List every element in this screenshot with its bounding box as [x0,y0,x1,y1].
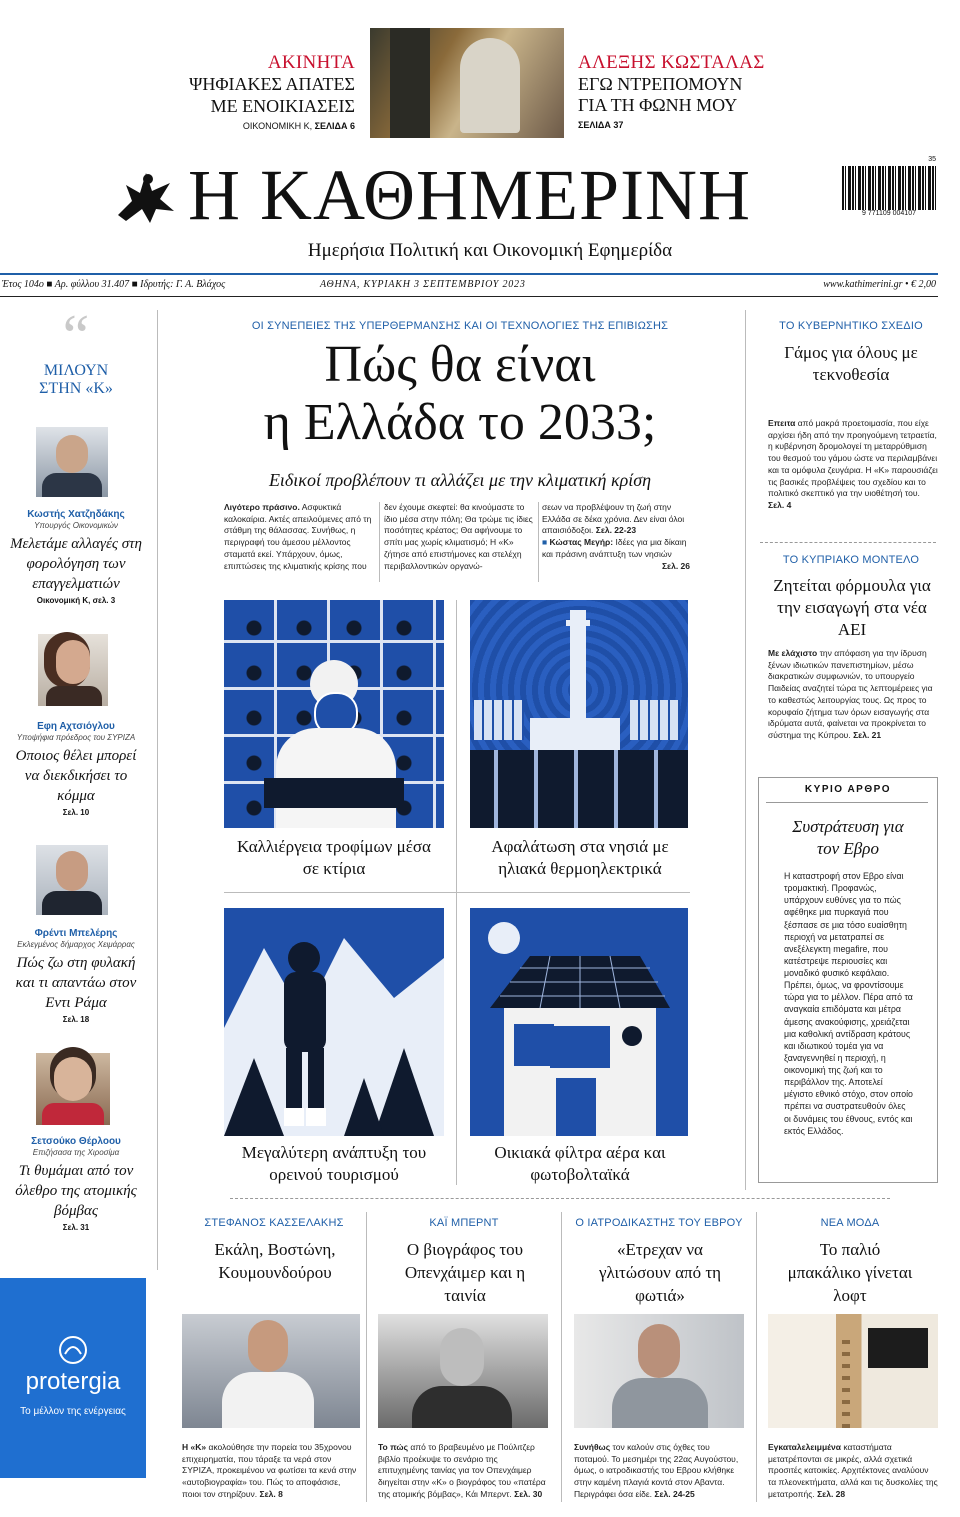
illustration-home-solar [470,908,688,1136]
story1-body: Επειτα από μακρά προετοιμασία, που είχε αρχίσει ήδη από την προηγούμενη τετραετία, η κυβέρνηση δρομολογεί τη μεταρρύθμιση του θεσμού του γάμου ώστε να περιλαμβάνει και τα ομόφυλα ζευγάρια. Η «Κ» παρουσιάζει τις βασικές προβλέψεις του σχεδίου και το πολιτικό σκεπτικό για την υιοθέτησή του. Σελ. 4 [768,418,938,511]
sidebar-item-ref: Σελ. 10 [62,808,90,818]
col-divider [538,502,539,582]
sidebar-item-ref: Σελ. 31 [62,1223,90,1233]
illus-hdivider [224,892,690,893]
main-kicker: ΟΙ ΣΥΝΕΠΕΙΕΣ ΤΗΣ ΥΠΕΡΘΕΡΜΑΝΣΗΣ ΚΑΙ ΟΙ ΤΕΧΝΟΛΟΓΙΕΣ ΤΗΣ ΕΠΙΒΙΩΣΗΣ [251,320,669,332]
bottom-col-divider [561,1212,562,1502]
illustration-vertical-farm [224,600,444,828]
main-col-3: σεων να προβλέψουν τη ζωή στην Ελλάδα σε δέκα χρόνια. Δεν είναι όλοι απαισιόδοξοι. Σελ. 22-23 ■ Κώστας Μεγήρ: Ιδέες για μια δίκαιη και πράσινη ανάπτυξη των νησιών Σελ. 26 [542,502,690,571]
barcode [842,156,936,222]
editorial-rule [766,802,928,803]
teaser-right[interactable] [578,52,778,130]
sidebar-item[interactable] [0,509,152,606]
teaser-right-ref: ΣΕΛΙΔΑ 37 [578,120,624,130]
editorial-kicker: ΚΥΡΙΟ ΑΡΘΡΟ [804,784,892,795]
masthead-subtitle: Ημερήσια Πολιτική και Οικονομική Εφημερίδα [307,240,673,261]
dateline-rule-bottom [0,296,938,297]
bottom-body: Εγκαταλελειμμένα καταστήματα μετατρέπονται σε μικρές, αλλά σχετικά προσιτές κατοικίες. Αρχιτέκτονες αναλύουν τα πλεονεκτήματα, αλλά και τις δυσκολίες της μετατροπής. Σελ. 28 [768,1442,938,1499]
main-headline-line1: Πώς θα είναι [324,336,596,393]
caption: Αφαλάτωση στα νησιά με ηλιακά θερμοηλεκτρικά [491,837,669,878]
sidebar-item-quote: Πώς ζω στη φυλακή και τι απαντάω στον Εντι Ράμα [15,955,137,1012]
sidebar-header-line2: ΣΤΗΝ «Κ» [39,380,113,397]
story2-kicker: ΤΟ ΚΥΠΡΙΑΚΟ ΜΟΝΤΕΛΟ [782,554,920,566]
main-headline-line2: η Ελλάδα το 2033; [263,394,657,451]
sidebar-item-quote: Μελετάμε αλλαγές στη φορολόγηση των επαγγελματιών [10,536,142,593]
sidebar-item-role: Επιζήσασα της Χιροσίμα [32,1147,120,1157]
sidebar-item-ref: Σελ. 18 [62,1015,90,1025]
right-divider [760,542,936,543]
sidebar-divider [157,310,158,1270]
sidebar-item-role: Υποψήφια πρόεδρος του ΣΥΡΙΖΑ [16,732,136,742]
col-divider [379,502,380,582]
bottom-body: Συνήθως τον καλούν στις όχθες του ποταμού. Το μεσημέρι της 22ας Αυγούστου, όμως, ο ιατροδικαστής του Εβρου κλήθηκε στην καμένη πλαγιά κοντά στον Αβαντα. Περιγράφει όσα είδε. Σελ. 24-25 [574,1442,739,1499]
barcode-number: 9 771109 004107 [862,210,916,217]
teaser-right-title1: ΕΓΩ ΝΤΡΕΠΟΜΟΥΝ [578,74,743,94]
illustration-solar-desalination [470,600,688,828]
barcode-issue: 35 [928,156,936,163]
main-headline[interactable] [205,336,715,452]
avatar [36,845,108,915]
editorial-body: Η καταστροφή στον Εβρο είναι τρομακτική. Προφανώς, υπάρχουν ευθύνες για το πώς αφέθηκε μια πυρκαγιά που ξέσπασε σε μια τόσο ευαίσθητη περιοχή να μετατραπεί σε ανεξέλεγκτη megafire, που κατέστρεψε περιουσίες και μοναδικό φυσικό κεφάλαιο. Πρέπει, όμως, να φροντίσουμε τώρα για το μέλλον. Πέρα από τα αναγκαία επιδόματα και μέτρα άμεσης ανακούφισης, χρειάζεται μια καθολική αντίδραση κράτους και ιδιωτικού τομέα για να ξαναγεννηθεί η περιοχή, η οικονομική της ζωή και το περιβάλλον της. Αποτελεί μέγιστο εθνικό στόχο, στον οποίο πρέπει να συστρατευθούν όλες οι δυνάμεις του έθνους, εντός και εκτός Ελλάδος. [784,871,913,1136]
bottom-photo [378,1314,548,1428]
dateline-center: ΑΘΗΝΑ, ΚΥΡΙΑΚΗ 3 ΣΕΠΤΕΜΒΡΙΟΥ 2023 [320,279,526,290]
dateline-left: Έτος 104ο ■ Αρ. φύλλου 31.407 ■ Ιδρυτής: Γ. Α. Βλάχος [2,279,226,290]
sidebar-item-name: Σετσούκο Θέρλοου [31,1136,121,1147]
sidebar-item-ref: Οικονομική Κ, σελ. 3 [36,596,116,606]
bottom-kicker: ΝΕΑ ΜΟΔΑ [820,1217,880,1229]
story2-title[interactable]: Ζητείται φόρμουλα για την εισαγωγή στα νέα ΑΕΙ [773,576,931,639]
bottom-col-divider [756,1212,757,1502]
sidebar-item[interactable] [0,721,152,818]
dateline-right[interactable]: www.kathimerini.gr • € 2,00 [823,279,936,290]
main-col-2: δεν έχουμε σκεφτεί: θα κινούμαστε το ίδιο μέσα στην πόλη; Θα τρώμε τις ίδιες ποσότητες κρέατος; Θα αφήνουμε το σπίτι μας χωρίς κλιματισμό; Η «Κ» ζήτησε από επιστήμονες και στελέχη περιβαλλοντικών οργανώ- [384,502,533,571]
griffin-logo-icon [112,165,180,227]
sidebar-header-line1: ΜΙΛΟΥΝ [43,362,109,379]
sidebar-item-name: Κωστής Χατζηδάκης [27,509,125,520]
teaser-left-title2: ΜΕ ΕΝΟΙΚΙΑΣΕΙΣ [210,95,355,116]
dateline [0,279,938,293]
bottom-photo [768,1314,938,1428]
bottom-title[interactable]: «Ετρεχαν να γλιτώσουν από τη φωτιά» [598,1240,722,1305]
sidebar-item-role: Υπουργός Οικονομικών [34,520,118,530]
sidebar-item-role: Εκλεγμένος δήμαρχος Χειμάρρας [17,939,135,949]
main-col-1: Λιγότερο πράσινο. Ασφυκτικά καλοκαίρια. Ακτές απειλούμενες από τη στάθμη της θάλασσας. Συνήθως, η περιγραφή του άμεσου μέλλοντος σταματά εκεί. Υπάρχουν, όμως, επιπτώσεις της κλιματικής κρίσης που [224,502,372,571]
masthead-title: Η ΚΑΘΗΜΕΡΙΝΗ [188,155,752,235]
teaser-left-title1: ΨΗΦΙΑΚΕΣ ΑΠΑΤΕΣ [189,74,355,95]
sidebar-item[interactable] [0,928,152,1025]
bottom-title[interactable]: Το παλιό μπακάλικο γίνεται λοφτ [787,1240,913,1305]
bottom-photo [574,1314,744,1428]
ad-brand: protergia [25,1368,121,1395]
sidebar-item-quote: Οποιος θέλει μπορεί να διεκδικήσει το κόμμα [15,748,137,805]
teaser-left-ref: ΟΙΚΟΝΟΜΙΚΗ Κ, ΣΕΛΙΔΑ 6 [242,120,355,131]
barcode-bars [842,166,936,210]
bottom-col-divider [366,1212,367,1502]
bottom-body: Η «Κ» ακολούθησε την πορεία του 35χρονου επιχειρηματία, που τάραξε τα νερά στον ΣΥΡΙΖΑ, προκειμένου να φωτίσει τα κενά στην «αυτοβιογραφία» του. Πώς το αποφάσισε, ποιοι τον στηρίζουν. Σελ. 8 [182,1442,357,1499]
protergia-logo-icon [57,1336,89,1364]
avatar [38,634,108,706]
caption: Οικιακά φίλτρα αέρα και φωτοβολταϊκά [494,1143,666,1184]
avatar [36,1053,110,1125]
illustration-mountain-tourism [224,908,444,1136]
main-right-divider [745,310,746,1190]
bottom-kicker: ΣΤΕΦΑΝΟΣ ΚΑΣΣΕΛΑΚΗΣ [204,1217,344,1229]
main-deck: Ειδικοί προβλέπουν τι αλλάζει με την κλιματική κρίση [268,470,652,490]
story1-kicker: ΤΟ ΚΥΒΕΡΝΗΤΙΚΟ ΣΧΕΔΙΟ [779,320,923,332]
bottom-kicker: Ο ΙΑΤΡΟΔΙΚΑΣΤΗΣ ΤΟΥ ΕΒΡΟΥ [575,1217,743,1229]
ad-tagline: Το μέλλον της ενέργειας [20,1406,126,1417]
dateline-rule-top [0,273,938,275]
protergia-ad[interactable] [0,1278,146,1478]
caption: Καλλιέργεια τροφίμων μέσα σε κτίρια [237,837,431,878]
bottom-body: Το πώς από το βραβευμένο με Πούλιτζερ βιβλίο προέκυψε το σενάριο της επιτυχημένης ταινίας για τον Οπενχάιμερ διηγείται στην «Κ» ο βιογράφος του «πατέρα της ατομικής βόμβας», Κάι Μπερντ. Σελ. 30 [378,1442,546,1499]
story1-title[interactable]: Γάμος για όλους με τεκνοθεσία [784,343,918,384]
story2-body: Με ελάχιστο την απόφαση για την ίδρυση ξένων ιδιωτικών πανεπιστημίων, μέσω διακρατικών συμφωνιών, το υπουργείο Παιδείας αναζητεί τώρα τις λεπτομέρειες για το καθεστώς λειτουργίας τους. Ως προς το κορυφαίο ζήτημα των όρων εισαγωγής στα ιδρύματα αυτά, φαίνεται να προκρίνεται το σύστημα της Κύπρου. Σελ. 21 [768,648,933,741]
sidebar-item-quote: Τι θυμάμαι από τον όλεθρο της ατομικής βόμβας [15,1163,137,1220]
sidebar-item-name: Εφη Αχτσιόγλου [37,721,115,732]
sidebar-item[interactable] [0,1136,152,1233]
bottom-title[interactable]: Εκάλη, Βοστώνη, Κουμουνδούρου [214,1240,336,1282]
bottom-divider [230,1198,890,1199]
bottom-title[interactable]: Ο βιογράφος του Οπενχάιμερ και η ταινία [404,1240,526,1305]
sidebar-item-name: Φρέντι Μπελέρης [34,928,118,939]
teaser-right-title2: ΓΙΑ ΤΗ ΦΩΝΗ ΜΟΥ [578,95,738,115]
bottom-kicker: ΚΑΪ ΜΠΕΡΝΤ [429,1217,499,1229]
bottom-photo [182,1314,360,1428]
teaser-left-kicker: ΑΚΙΝΗΤΑ [267,52,355,73]
editorial-title[interactable]: Συστράτευση για τον Εβρο [792,817,904,858]
teaser-right-kicker: ΑΛΕΞΗΣ ΚΩΣΤΑΛΑΣ [578,52,765,73]
caption: Μεγαλύτερη ανάπτυξη του ορεινού τουρισμού [241,1143,427,1184]
teaser-left[interactable] [160,52,355,131]
quote-marks-icon: “ [62,303,90,369]
teaser-photo [370,28,564,138]
avatar [36,427,108,497]
